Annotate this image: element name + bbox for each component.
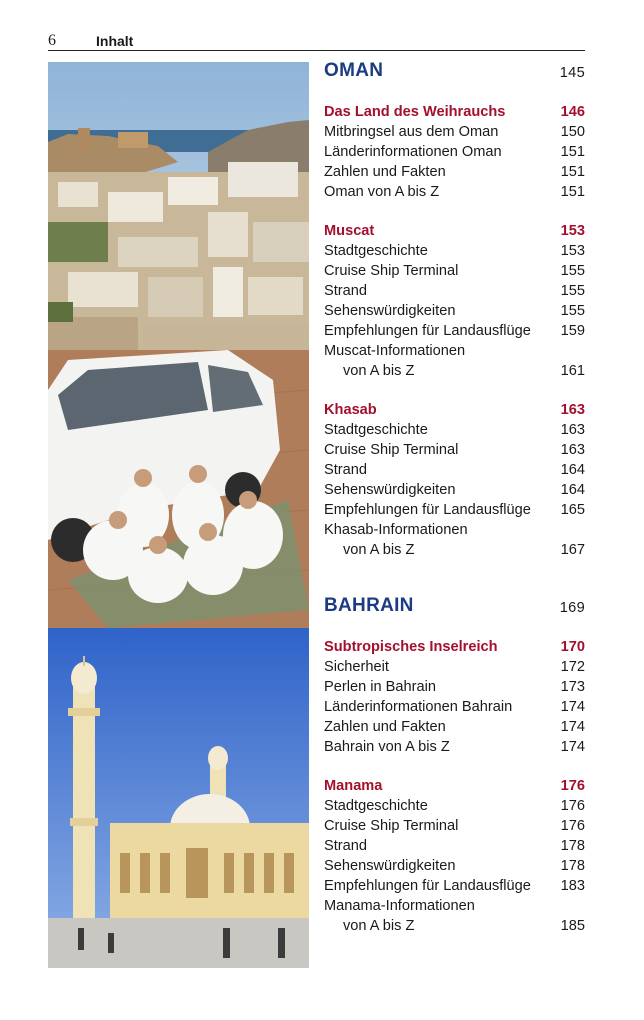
- toc-entry[interactable]: Sicherheit 172: [324, 659, 585, 675]
- toc-entry[interactable]: Stadtgeschichte 163: [324, 422, 585, 438]
- toc-entry[interactable]: Stadtgeschichte 153: [324, 243, 585, 259]
- toc-entry[interactable]: Bahrain von A bis Z 174: [324, 739, 585, 755]
- mosque-photo: [48, 628, 309, 968]
- toc-entry[interactable]: von A bis Z 185: [343, 918, 585, 934]
- toc-entry[interactable]: von A bis Z 161: [343, 363, 585, 379]
- men-sitting-photo: [48, 350, 309, 628]
- toc-entry[interactable]: Manama-Informationen: [324, 898, 475, 914]
- page-number: 6: [48, 32, 56, 49]
- toc-entry[interactable]: Strand 164: [324, 462, 585, 478]
- toc-entry[interactable]: Stadtgeschichte 176: [324, 798, 585, 814]
- toc-entry[interactable]: Sehenswürdigkeiten 155: [324, 303, 585, 319]
- toc-entry[interactable]: Länderinformationen Bahrain 174: [324, 699, 585, 715]
- toc-entry[interactable]: Cruise Ship Terminal 176: [324, 818, 585, 834]
- toc-subheading[interactable]: Das Land des Weihrauchs 146: [324, 104, 585, 120]
- toc-bahrain: [324, 596, 585, 936]
- toc-entry[interactable]: Strand 155: [324, 283, 585, 299]
- toc-entry[interactable]: Cruise Ship Terminal 155: [324, 263, 585, 279]
- section-title: Inhalt: [96, 33, 134, 49]
- toc-entry[interactable]: Empfehlungen für Landausflüge 165: [324, 502, 585, 518]
- toc-entry[interactable]: Zahlen und Fakten 151: [324, 164, 585, 180]
- toc-subheading[interactable]: Subtropisches Inselreich 170: [324, 639, 585, 655]
- country-heading-oman[interactable]: OMAN 145: [324, 60, 585, 81]
- toc-oman: [324, 61, 585, 560]
- toc-entry[interactable]: Empfehlungen für Landausflüge 183: [324, 878, 585, 894]
- toc-entry[interactable]: Empfehlungen für Landausflüge 159: [324, 323, 585, 339]
- toc-subheading[interactable]: Manama 176: [324, 778, 585, 794]
- toc-entry[interactable]: Zahlen und Fakten 174: [324, 719, 585, 735]
- toc-entry[interactable]: von A bis Z 167: [343, 542, 585, 558]
- toc-entry[interactable]: Muscat-Informationen: [324, 343, 466, 359]
- toc-entry[interactable]: Cruise Ship Terminal 163: [324, 442, 585, 458]
- toc-entry[interactable]: Länderinformationen Oman 151: [324, 144, 585, 160]
- toc-entry[interactable]: Mitbringsel aus dem Oman 150: [324, 124, 585, 140]
- toc-entry[interactable]: Perlen in Bahrain 173: [324, 679, 585, 695]
- muscat-city-photo: [48, 62, 309, 350]
- toc-subheading[interactable]: Khasab 163: [324, 402, 585, 418]
- toc-entry[interactable]: Oman von A bis Z 151: [324, 184, 585, 200]
- toc-entry[interactable]: Sehenswürdigkeiten 164: [324, 482, 585, 498]
- page-header: [48, 30, 585, 51]
- toc-entry[interactable]: Khasab-Informationen: [324, 522, 468, 538]
- toc-entry[interactable]: Sehenswürdigkeiten 178: [324, 858, 585, 874]
- toc-entry[interactable]: Strand 178: [324, 838, 585, 854]
- country-heading-bahrain[interactable]: BAHRAIN 169: [324, 595, 585, 616]
- toc-subheading[interactable]: Muscat 153: [324, 223, 585, 239]
